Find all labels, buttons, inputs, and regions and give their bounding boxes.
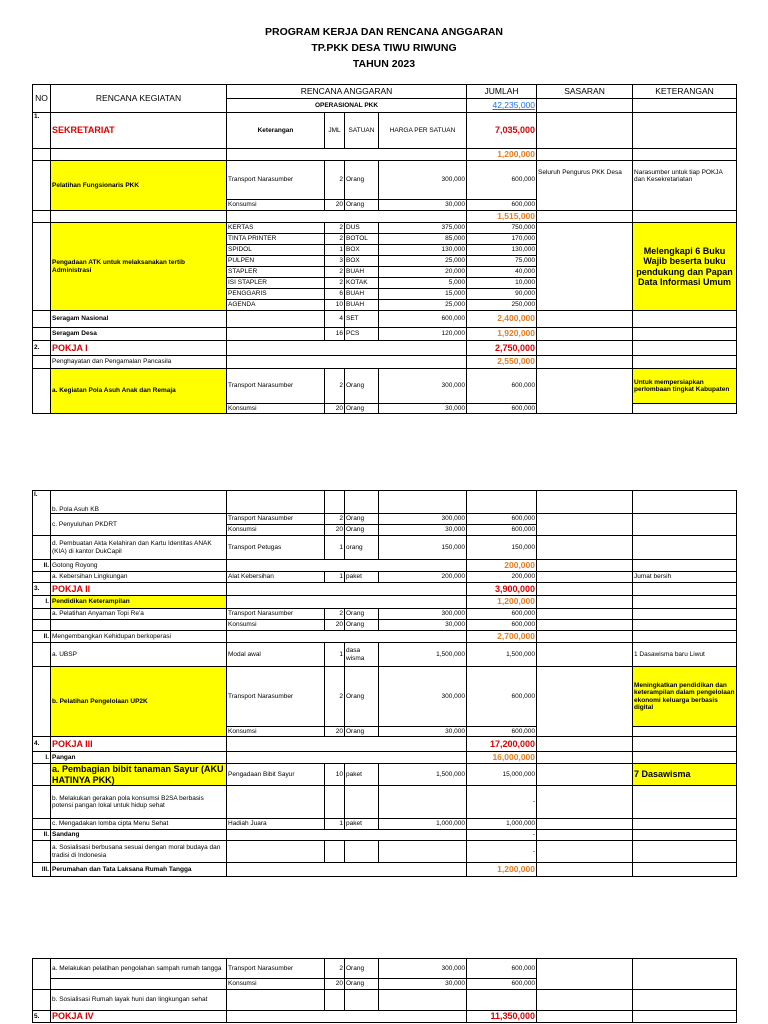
budget-amount: 600,000 (467, 514, 537, 525)
atk-item: AGENDA (227, 300, 325, 311)
budget-price: 120,000 (379, 328, 467, 341)
budget-unit: dasa wisma (345, 643, 379, 667)
roman-number: II. (33, 830, 51, 841)
budget-price: 30,000 (379, 525, 467, 536)
kegiatan-bibit-sayur: a. Pembagian bibit tanaman Sayur (AKU HATINYA PKK) (51, 764, 227, 786)
budget-qty: 16 (325, 328, 345, 341)
row-number: 3. (33, 583, 51, 596)
budget-price: 1,500,000 (379, 764, 467, 786)
atk-amount: 10,000 (467, 278, 537, 289)
budget-price: 30,000 (379, 727, 467, 737)
header-operasional: OPERASIONAL PKK (227, 99, 467, 113)
budget-amount: 600,000 (467, 161, 537, 200)
sosialisasi-amount: - (467, 841, 537, 863)
atk-item: TINTA PRINTER (227, 234, 325, 245)
atk-unit: BOX (345, 245, 379, 256)
kegiatan-pola-asuh: a. Kegiatan Pola Asuh Anak dan Remaja (51, 369, 227, 414)
kegiatan-koperasi: Mengembangkan Kehidupan berkoperasi (51, 631, 227, 643)
budget-qty: 2 (325, 609, 345, 620)
kegiatan-lomba-menu: c. Mengadakan lomba cipta Menu Sehat (51, 819, 227, 830)
budget-item: Transport Narasumber (227, 609, 325, 620)
section-pokja-3: POKJA III (51, 737, 227, 752)
budget-amount: 200,000 (467, 572, 537, 583)
budget-table-part-2 (32, 490, 735, 877)
budget-qty: 4 (325, 311, 345, 328)
roman-number: III. (33, 863, 51, 877)
gotong-royong-subtotal: 200,000 (467, 560, 537, 572)
atk-qty: 2 (325, 234, 345, 245)
pokja-4-total: 11,350,000 (467, 1011, 537, 1023)
kegiatan-akta-kelahiran: d. Pembuatan Akta Kelahiran dan Kartu Identitas ANAK (KIA) di kantor DukCapil (51, 536, 227, 560)
atk-item: PENGGARIS (227, 289, 325, 300)
subheader-jml: JML (325, 113, 345, 149)
section-pokja-1: POKJA I (51, 341, 227, 356)
atk-unit: BUAH (345, 267, 379, 278)
budget-item: Konsumsi (227, 979, 325, 990)
atk-qty: 2 (325, 278, 345, 289)
budget-qty: 20 (325, 525, 345, 536)
atk-price: 15,000 (379, 289, 467, 300)
budget-table-part-1 (32, 84, 733, 414)
roman-number: I. (33, 596, 51, 609)
pokja-1-total: 2,750,000 (467, 341, 537, 356)
budget-qty: 20 (325, 979, 345, 990)
atk-unit: BOTOL (345, 234, 379, 245)
section-pokja-2: POKJA II (51, 583, 227, 596)
budget-item: Modal awal (227, 643, 325, 667)
penghayatan-subtotal: 2,550,000 (467, 356, 537, 369)
atk-qty: 6 (325, 289, 345, 300)
budget-qty: 10 (325, 764, 345, 786)
budget-amount: 600,000 (467, 667, 537, 727)
budget-qty: 20 (325, 727, 345, 737)
budget-price: 300,000 (379, 667, 467, 727)
budget-unit: orang (345, 536, 379, 560)
atk-price: 5,000 (379, 278, 467, 289)
header-kegiatan: RENCANA KEGIATAN (51, 85, 227, 113)
subheader-satuan: SATUAN (345, 113, 379, 149)
sandang-amount: - (467, 830, 537, 841)
atk-price: 375,000 (379, 223, 467, 234)
roman-number: II. (33, 560, 51, 572)
budget-price: 300,000 (379, 609, 467, 620)
kegiatan-anyaman: a. Pelatihan Anyaman Topi Re'a (51, 609, 227, 620)
kegiatan-sosialisasi-busana: a. Sosialisasi berbusana sesuai dengan moral budaya dan tradisi di Indonesia (51, 841, 227, 863)
budget-amount: 1,500,000 (467, 643, 537, 667)
kegiatan-pengadaan-atk: Pengadaan ATK untuk melaksanakan tertib Administrasi (51, 223, 227, 311)
atk-amount: 170,000 (467, 234, 537, 245)
atk-qty: 2 (325, 267, 345, 278)
budget-qty: 20 (325, 404, 345, 414)
atk-unit: BUAH (345, 300, 379, 311)
kegiatan-seragam-desa: Seragam Desa (51, 328, 227, 341)
budget-qty: 2 (325, 369, 345, 404)
budget-unit: Orang (345, 514, 379, 525)
budget-qty: 20 (325, 200, 345, 211)
budget-amount: 600,000 (467, 369, 537, 404)
atk-unit: KOTAK (345, 278, 379, 289)
atk-amount: 130,000 (467, 245, 537, 256)
atk-qty: 1 (325, 245, 345, 256)
budget-unit: paket (345, 819, 379, 830)
kegiatan-penghayatan: Penghayatan dan Pengamalan Pancasila (51, 356, 227, 369)
kegiatan-pendidikan-keterampilan: Pendidikan Keterampilan (51, 596, 227, 609)
kegiatan-pengolahan-sampah: a. Melakukan pelatihan pengolahan sampah rumah tangga (51, 959, 227, 979)
keterangan-up2k: Meningkatkan pendidikan dan keterampilan dalam pengelolaan ekonomi keluarga berbasis digital (633, 667, 737, 727)
atk-item: PULPEN (227, 256, 325, 267)
budget-amount: 1,000,000 (467, 819, 537, 830)
total-budget: 42,235,000 (467, 99, 537, 113)
atk-unit: BOX (345, 256, 379, 267)
kegiatan-rumah-layak-huni: b. Sosialisasi Rumah layak huni dan lingkungan sehat (51, 990, 227, 1011)
kegiatan-pangan: Pangan (51, 752, 227, 764)
kegiatan-sandang: Sandang (51, 830, 227, 841)
row-number: 2. (33, 341, 51, 356)
atk-amount: 750,000 (467, 223, 537, 234)
budget-amount: 15,000,000 (467, 764, 537, 786)
row-number: 1. (33, 113, 51, 149)
budget-qty: 1 (325, 643, 345, 667)
budget-price: 30,000 (379, 404, 467, 414)
atk-price: 85,000 (379, 234, 467, 245)
title-line-1: PROGRAM KERJA DAN RENCANA ANGGARAN (264, 26, 503, 38)
atk-price: 20,000 (379, 267, 467, 278)
atk-unit: BUAH (345, 289, 379, 300)
budget-unit: PCS (345, 328, 379, 341)
kegiatan-pelatihan-fungsionaris: Pelatihan Fungsionaris PKK (51, 161, 227, 211)
keterangan-atk: Melengkapi 6 Buku Wajib beserta buku pendukung dan Papan Data Informasi Umum (633, 223, 737, 311)
budget-unit: paket (345, 764, 379, 786)
kegiatan-pkdrt: c. Penyuluhan PKDRT (51, 514, 227, 536)
budget-unit: Orang (345, 979, 379, 990)
pokja-2-total: 3,900,000 (467, 583, 537, 596)
budget-price: 1,000,000 (379, 819, 467, 830)
header-sasaran: SASARAN (537, 85, 633, 99)
subheader-harga: HARGA PER SATUAN (379, 113, 467, 149)
budget-qty: 2 (325, 959, 345, 979)
keterangan-kebersihan: Jumat bersih (633, 572, 737, 583)
budget-price: 300,000 (379, 161, 467, 200)
atk-item: KERTAS (227, 223, 325, 234)
budget-price: 30,000 (379, 200, 467, 211)
budget-unit: Orang (345, 959, 379, 979)
budget-qty: 2 (325, 667, 345, 727)
budget-qty: 2 (325, 161, 345, 200)
budget-item: Konsumsi (227, 404, 325, 414)
keterangan-bibit: 7 Dasawisma (633, 764, 737, 786)
pelatihan-subtotal: 1,200,000 (467, 149, 537, 161)
budget-qty: 1 (325, 536, 345, 560)
budget-amount: 600,000 (467, 525, 537, 536)
budget-qty: 1 (325, 819, 345, 830)
title-line-3: TAHUN 2023 (352, 58, 416, 70)
budget-item: Transport Narasumber (227, 369, 325, 404)
budget-item: Transport Narasumber (227, 959, 325, 979)
budget-unit: Orang (345, 727, 379, 737)
row-number: 4. (33, 737, 51, 752)
budget-item: Transport Narasumber (227, 667, 325, 727)
atk-item: STAPLER (227, 267, 325, 278)
budget-amount: 600,000 (467, 959, 537, 979)
title-line-2: TP.PKK DESA TIWU RIWUNG (311, 42, 457, 54)
budget-item: Hadiah Juara (227, 819, 325, 830)
budget-price: 300,000 (379, 514, 467, 525)
sasaran-pelatihan: Seluruh Pengurus PKK Desa (537, 161, 633, 211)
atk-subtotal: 1,515,000 (467, 211, 537, 223)
header-jumlah: JUMLAH (467, 85, 537, 99)
budget-item: Alat Kebersihan (227, 572, 325, 583)
pendidikan-subtotal: 1,200,000 (467, 596, 537, 609)
budget-unit: paket (345, 572, 379, 583)
row-number: 5. (33, 1011, 51, 1023)
header-rencana-anggaran: RENCANA ANGGARAN (227, 85, 467, 99)
header-keterangan: KETERANGAN (633, 85, 737, 99)
perumahan-subtotal: 1,200,000 (467, 863, 537, 877)
budget-price: 30,000 (379, 979, 467, 990)
budget-unit: Orang (345, 667, 379, 727)
keterangan-ubsp: 1 Dasawisma baru Liwut (633, 643, 737, 667)
atk-amount: 250,000 (467, 300, 537, 311)
budget-amount: 2,400,000 (467, 311, 537, 328)
budget-item: Transport Narasumber (227, 161, 325, 200)
budget-unit: SET (345, 311, 379, 328)
budget-price: 150,000 (379, 536, 467, 560)
budget-price: 1,500,000 (379, 643, 467, 667)
budget-table-part-3 (32, 958, 706, 1023)
atk-amount: 75,000 (467, 256, 537, 267)
subheader-keterangan: Keterangan (227, 113, 325, 149)
budget-unit: Orang (345, 404, 379, 414)
kegiatan-seragam-nasional: Seragam Nasional (51, 311, 227, 328)
section-sekretariat: SEKRETARIAT (51, 113, 227, 149)
atk-qty: 2 (325, 223, 345, 234)
kegiatan-perumahan: Perumahan dan Tata Laksana Rumah Tangga (51, 863, 227, 877)
budget-item: Transport Narasumber (227, 514, 325, 525)
budget-unit: Orang (345, 200, 379, 211)
atk-price: 25,000 (379, 256, 467, 267)
kegiatan-up2k: b. Pelatihan Pengelolaan UP2K (51, 667, 227, 737)
budget-amount: 600,000 (467, 727, 537, 737)
header-no: NO (33, 85, 51, 113)
section-pokja-4: POKJA IV (51, 1011, 227, 1023)
budget-amount: 1,920,000 (467, 328, 537, 341)
atk-price: 130,000 (379, 245, 467, 256)
koperasi-subtotal: 2,700,000 (467, 631, 537, 643)
kegiatan-b2sa: b. Melakukan gerakan pola konsumsi B2SA berbasis potensi pangan lokal untuk hidup sehat (51, 786, 227, 819)
atk-amount: 40,000 (467, 267, 537, 278)
roman-number: I. (33, 491, 51, 536)
atk-item: ISI STAPLER (227, 278, 325, 289)
budget-amount: 600,000 (467, 979, 537, 990)
keterangan-pola-asuh: Untuk mempersiapkan perlombaan tingkat Kabupaten (633, 369, 737, 404)
budget-item: Transport Petugas (227, 536, 325, 560)
sekretariat-total: 7,035,000 (467, 113, 537, 149)
budget-unit: Orang (345, 369, 379, 404)
budget-unit: Orang (345, 620, 379, 631)
kegiatan-ubsp: a. UBSP (51, 643, 227, 667)
budget-amount: 600,000 (467, 609, 537, 620)
budget-price: 600,000 (379, 311, 467, 328)
budget-item: Konsumsi (227, 727, 325, 737)
budget-price: 300,000 (379, 959, 467, 979)
kegiatan-gotong-royong: Gotong Royong (51, 560, 227, 572)
budget-amount: 600,000 (467, 620, 537, 631)
pangan-subtotal: 16,000,000 (467, 752, 537, 764)
roman-number: II. (33, 631, 51, 643)
atk-qty: 10 (325, 300, 345, 311)
atk-price: 25,000 (379, 300, 467, 311)
atk-amount: 90,000 (467, 289, 537, 300)
budget-amount: 150,000 (467, 536, 537, 560)
budget-item: Konsumsi (227, 620, 325, 631)
kegiatan-pola-asuh-kb: b. Pola Asuh KB (51, 491, 227, 514)
budget-item: Konsumsi (227, 200, 325, 211)
budget-price: 30,000 (379, 620, 467, 631)
budget-price: 200,000 (379, 572, 467, 583)
budget-unit: Orang (345, 609, 379, 620)
atk-unit: DUS (345, 223, 379, 234)
budget-unit: Orang (345, 525, 379, 536)
budget-amount: 600,000 (467, 200, 537, 211)
budget-qty: 2 (325, 514, 345, 525)
budget-amount: 600,000 (467, 404, 537, 414)
budget-price: 300,000 (379, 369, 467, 404)
budget-qty: 1 (325, 572, 345, 583)
budget-item: Konsumsi (227, 525, 325, 536)
atk-qty: 3 (325, 256, 345, 267)
pokja-3-total: 17,200,000 (467, 737, 537, 752)
budget-qty: 20 (325, 620, 345, 631)
budget-item: Pengadaan Bibit Sayur (227, 764, 325, 786)
budget-unit: Orang (345, 161, 379, 200)
atk-item: SPIDOL (227, 245, 325, 256)
roman-number: I. (33, 752, 51, 764)
b2sa-amount: - (467, 786, 537, 819)
kegiatan-kebersihan: a. Kebersihan Lingkungan (51, 572, 227, 583)
keterangan-pelatihan: Narasumber untuk tiap POKJA dan Kesekretariatan (633, 161, 737, 211)
